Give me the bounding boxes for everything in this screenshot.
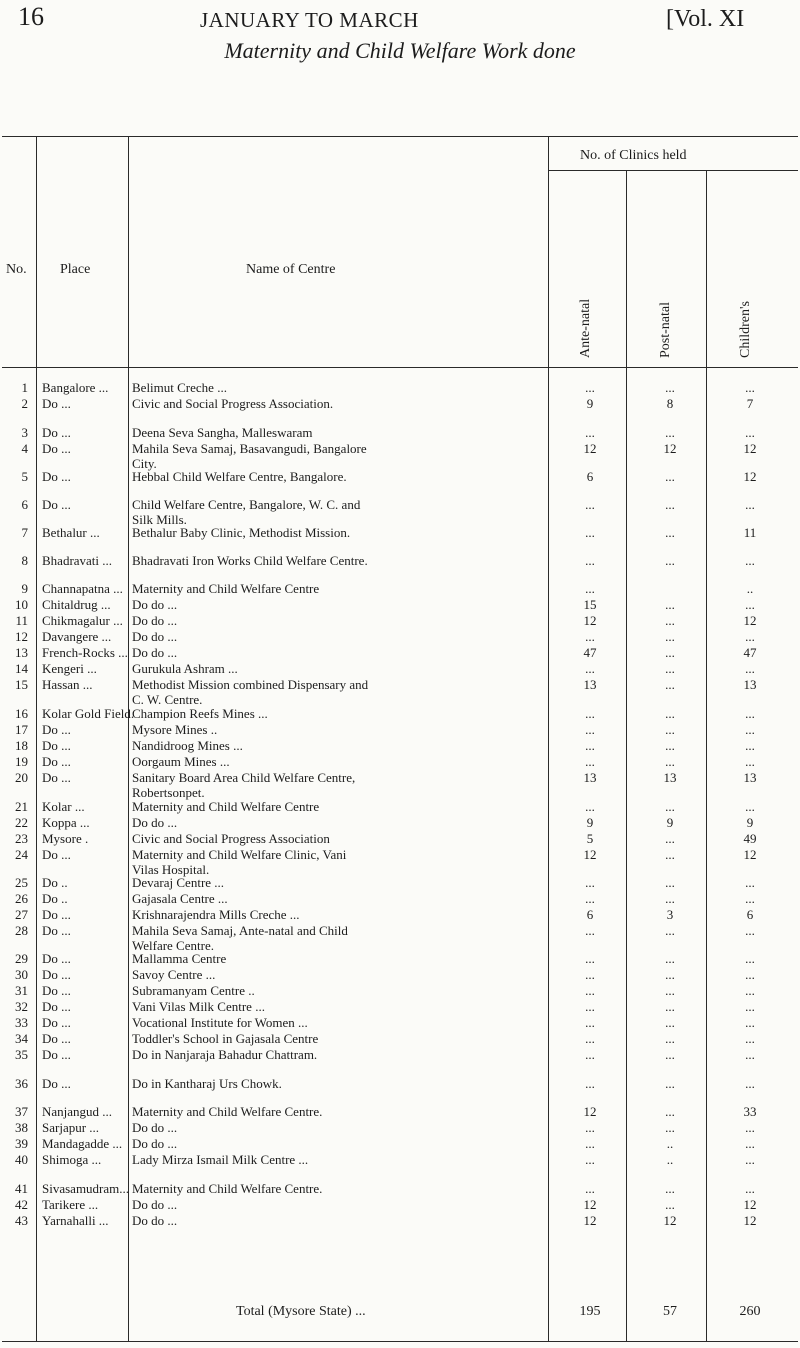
row-ante-natal: ... [585,738,595,753]
row-post-natal: 12 [663,441,677,456]
row-post-natal: .. [666,1136,674,1151]
row-post-natal: ... [665,1047,675,1062]
row-post-natal: ... [665,661,675,676]
header-no: No. [6,262,27,277]
row-centre-name: Do do ... [132,629,178,644]
row-ante-natal: ... [585,722,595,737]
row-number: 17 [15,722,28,737]
row-childrens: 47 [743,645,757,660]
row-childrens: 7 [746,396,754,411]
volume-label: [Vol. XI [666,6,745,32]
row-number: 15 [15,677,28,692]
row-childrens: ... [745,999,755,1014]
row-number: 32 [15,999,28,1014]
row-childrens: 13 [743,770,757,785]
row-centre-name: Vani Vilas Milk Centre ... [132,999,265,1014]
row-number: 18 [15,738,28,753]
row-post-natal: ... [665,1076,675,1091]
row-place: Sarjapur ... [42,1120,100,1135]
row-post-natal: ... [665,847,675,862]
row-childrens: ... [745,891,755,906]
row-centre-name: Nandidroog Mines ... [132,738,243,753]
row-number: 43 [15,1213,28,1228]
row-number: 8 [21,553,28,568]
row-centre-name: Do do ... [132,645,178,660]
row-centre-name: Mahila Seva Samaj, Basavangudi, Bangalore City. [132,441,367,471]
row-centre-name: Subramanyam Centre .. [132,983,255,998]
row-childrens: ... [745,1136,755,1151]
row-place: Yarnahalli ... [42,1213,109,1228]
header-ante-natal: Ante-natal [578,298,593,358]
row-centre-name: Civic and Social Progress Association [132,831,330,846]
row-childrens: ... [745,1120,755,1135]
row-post-natal: ... [665,983,675,998]
row-ante-natal: ... [585,754,595,769]
row-centre-name: Do in Nanjaraja Bahadur Chattram. [132,1047,318,1062]
row-ante-natal: 9 [586,815,594,830]
row-ante-natal: ... [585,1152,595,1167]
row-number: 40 [15,1152,28,1167]
row-post-natal: 12 [663,1213,677,1228]
row-ante-natal: ... [585,999,595,1014]
row-centre-name: Mallamma Centre [132,951,227,966]
row-centre-name: Savoy Centre ... [132,967,216,982]
total-childrens: 260 [739,1304,761,1319]
row-childrens: 12 [743,441,757,456]
row-ante-natal: 5 [586,831,594,846]
row-centre-name: Deena Seva Sangha, Malleswaram [132,425,313,440]
row-childrens: ... [745,1031,755,1046]
row-number: 1 [21,380,28,395]
row-number: 41 [15,1181,28,1196]
row-number: 26 [15,891,28,906]
row-ante-natal: ... [585,380,595,395]
row-centre-name: Maternity and Child Welfare Centre [132,799,320,814]
row-number: 10 [15,597,28,612]
row-number: 30 [15,967,28,982]
row-ante-natal: 6 [586,907,594,922]
row-ante-natal: 47 [583,645,597,660]
row-childrens: 33 [743,1104,757,1119]
row-number: 4 [21,441,28,456]
page-number: 16 [18,2,44,31]
row-ante-natal: ... [585,983,595,998]
row-ante-natal: 6 [586,469,594,484]
row-centre-name: Sanitary Board Area Child Welfare Centre, Robertsonpet. [132,770,356,800]
row-childrens: 12 [743,469,757,484]
row-post-natal: ... [665,967,675,982]
row-place: Sivasamudram... [42,1181,130,1196]
row-ante-natal: 12 [583,613,597,628]
row-post-natal: 13 [663,770,677,785]
row-ante-natal: ... [585,951,595,966]
row-place: Mysore . [42,831,89,846]
total-post-natal: 57 [663,1304,677,1319]
row-place: Do ... [42,425,71,440]
row-centre-name: Do do ... [132,597,178,612]
row-ante-natal: ... [585,923,595,938]
row-centre-name: Do do ... [132,815,178,830]
row-childrens: ... [745,553,755,568]
header-name-of-centre: Name of Centre [246,262,336,277]
row-ante-natal: ... [585,967,595,982]
row-childrens: ... [745,1181,755,1196]
row-place: Do ... [42,1047,71,1062]
row-childrens: ... [745,754,755,769]
row-place: Hassan ... [42,677,93,692]
total-ante-natal: 195 [579,1304,601,1319]
row-ante-natal: ... [585,1015,595,1030]
row-childrens: 49 [743,831,757,846]
row-place: Bangalore ... [42,380,109,395]
row-post-natal: ... [665,722,675,737]
row-childrens: ... [745,497,755,512]
row-childrens: ... [745,1047,755,1062]
row-post-natal: ... [665,1104,675,1119]
row-number: 34 [15,1031,28,1046]
row-place: Do .. [42,875,68,890]
row-childrens: ... [745,597,755,612]
row-number: 36 [15,1076,28,1091]
row-centre-name: Gurukula Ashram ... [132,661,238,676]
row-ante-natal: ... [585,425,595,440]
row-place: Bethalur ... [42,525,100,540]
row-ante-natal: ... [585,553,595,568]
row-post-natal: ... [665,1197,675,1212]
row-centre-name: Toddler's School in Gajasala Centre [132,1031,319,1046]
row-centre-name: Maternity and Child Welfare Centre [132,581,320,596]
row-post-natal: ... [665,597,675,612]
row-centre-name: Belimut Creche ... [132,380,227,395]
row-ante-natal: 13 [583,770,597,785]
row-number: 7 [21,525,28,540]
row-childrens: ... [745,799,755,814]
row-childrens: .. [746,581,754,596]
row-post-natal: ... [665,754,675,769]
row-ante-natal: 12 [583,1213,597,1228]
row-childrens: 13 [743,677,757,692]
row-post-natal: ... [665,1120,675,1135]
row-childrens: ... [745,1076,755,1091]
row-ante-natal: 12 [583,1104,597,1119]
row-centre-name: Champion Reefs Mines ... [132,706,268,721]
row-centre-name: Oorgaum Mines ... [132,754,230,769]
row-post-natal: ... [665,425,675,440]
row-post-natal: ... [665,469,675,484]
row-place: Tarikere ... [42,1197,99,1212]
header-place: Place [60,262,91,277]
row-place: Do ... [42,847,71,862]
row-childrens: ... [745,967,755,982]
row-centre-name: Mahila Seva Samaj, Ante-natal and Child Welfare Centre. [132,923,348,953]
row-ante-natal: ... [585,1076,595,1091]
row-place: Kolar ... [42,799,85,814]
row-place: Do ... [42,469,71,484]
row-ante-natal: ... [585,891,595,906]
row-number: 21 [15,799,28,814]
row-childrens: 12 [743,613,757,628]
row-post-natal: ... [665,999,675,1014]
row-place: Nanjangud ... [42,1104,113,1119]
row-childrens: 12 [743,1213,757,1228]
row-number: 31 [15,983,28,998]
row-number: 5 [21,469,28,484]
row-number: 19 [15,754,28,769]
row-centre-name: Krishnarajendra Mills Creche ... [132,907,300,922]
row-post-natal: ... [665,875,675,890]
row-centre-name: Hebbal Child Welfare Centre, Bangalore. [132,469,347,484]
row-number: 35 [15,1047,28,1062]
row-place: Do ... [42,396,71,411]
row-place: Kolar Gold Field. [42,706,135,721]
row-centre-name: Do do ... [132,1197,178,1212]
row-centre-name: Lady Mirza Ismail Milk Centre ... [132,1152,309,1167]
row-number: 22 [15,815,28,830]
row-centre-name: Devaraj Centre ... [132,875,225,890]
row-childrens: ... [745,875,755,890]
row-post-natal: ... [665,831,675,846]
row-centre-name: Do do ... [132,613,178,628]
row-place: Do ... [42,1015,71,1030]
row-childrens: 9 [746,815,754,830]
row-post-natal: ... [665,497,675,512]
row-ante-natal: 13 [583,677,597,692]
row-number: 11 [15,613,28,628]
row-place: Mandagadde ... [42,1136,123,1151]
row-place: Do ... [42,923,71,938]
row-ante-natal: ... [585,629,595,644]
row-childrens: 11 [743,525,757,540]
row-centre-name: Mysore Mines .. [132,722,218,737]
row-place: Chikmagalur ... [42,613,123,628]
row-post-natal: 3 [666,907,674,922]
row-childrens: ... [745,722,755,737]
row-centre-name: Bhadravati Iron Works Child Welfare Centre. [132,553,368,568]
row-post-natal: ... [665,951,675,966]
row-place: Do ... [42,967,71,982]
row-post-natal: ... [665,677,675,692]
row-post-natal: .. [666,1152,674,1167]
row-place: Channapatna ... [42,581,123,596]
row-number: 24 [15,847,28,862]
row-post-natal: ... [665,1015,675,1030]
row-number: 9 [21,581,28,596]
row-childrens: ... [745,951,755,966]
row-number: 38 [15,1120,28,1135]
row-centre-name: Do in Kantharaj Urs Chowk. [132,1076,282,1091]
row-ante-natal: ... [585,1047,595,1062]
row-number: 16 [15,706,28,721]
row-post-natal: 8 [666,396,674,411]
row-place: Do ... [42,983,71,998]
row-post-natal: ... [665,629,675,644]
row-number: 33 [15,1015,28,1030]
row-childrens: ... [745,706,755,721]
row-place: Do ... [42,738,71,753]
row-childrens: ... [745,738,755,753]
row-number: 29 [15,951,28,966]
row-place: Davangere ... [42,629,112,644]
row-post-natal: ... [665,1181,675,1196]
month-range: JANUARY TO MARCH [200,8,419,32]
row-number: 14 [15,661,28,676]
row-ante-natal: ... [585,799,595,814]
header-childrens: Children's [738,301,753,358]
header-post-natal: Post-natal [658,302,673,358]
row-ante-natal: 9 [586,396,594,411]
row-place: Do ... [42,951,71,966]
row-place: Chitaldrug ... [42,597,111,612]
row-place: Do ... [42,1031,71,1046]
row-ante-natal: 12 [583,1197,597,1212]
row-childrens: ... [745,1152,755,1167]
row-centre-name: Maternity and Child Welfare Clinic, Vani Vilas Hospital. [132,847,347,877]
row-post-natal: ... [665,1031,675,1046]
row-centre-name: Do do ... [132,1136,178,1151]
row-ante-natal: ... [585,581,595,596]
row-childrens: ... [745,661,755,676]
row-place: Do ... [42,907,71,922]
row-centre-name: Vocational Institute for Women ... [132,1015,308,1030]
row-centre-name: Do do ... [132,1120,178,1135]
row-centre-name: Civic and Social Progress Association. [132,396,334,411]
header-clinics-held: No. of Clinics held [580,148,687,163]
row-place: Koppa ... [42,815,90,830]
row-place: Do ... [42,770,71,785]
row-place: Kengeri ... [42,661,97,676]
row-post-natal: ... [665,525,675,540]
row-number: 37 [15,1104,28,1119]
row-post-natal: ... [665,645,675,660]
row-centre-name: Gajasala Centre ... [132,891,228,906]
row-number: 2 [21,396,28,411]
row-place: Do .. [42,891,68,906]
row-ante-natal: ... [585,497,595,512]
row-number: 27 [15,907,28,922]
row-number: 28 [15,923,28,938]
row-place: Bhadravati ... [42,553,113,568]
row-number: 20 [15,770,28,785]
row-ante-natal: 12 [583,847,597,862]
row-ante-natal: ... [585,1136,595,1151]
row-centre-name: Maternity and Child Welfare Centre. [132,1181,323,1196]
row-number: 3 [21,425,28,440]
row-ante-natal: ... [585,706,595,721]
row-centre-name: Child Welfare Centre, Bangalore, W. C. and Silk Mills. [132,497,361,527]
row-childrens: ... [745,923,755,938]
row-number: 39 [15,1136,28,1151]
row-place: Do ... [42,441,71,456]
row-number: 6 [21,497,28,512]
row-number: 25 [15,875,28,890]
row-post-natal: ... [665,799,675,814]
total-label: Total (Mysore State) ... [236,1304,366,1319]
row-childrens: ... [745,425,755,440]
row-childrens: 12 [743,1197,757,1212]
row-childrens: ... [745,629,755,644]
row-place: Do ... [42,722,71,737]
row-number: 12 [15,629,28,644]
row-childrens: 6 [746,907,754,922]
row-post-natal: 9 [666,815,674,830]
row-centre-name: Maternity and Child Welfare Centre. [132,1104,323,1119]
row-place: Do ... [42,497,71,512]
row-place: French-Rocks ... [42,645,128,660]
row-post-natal: ... [665,553,675,568]
row-number: 13 [15,645,28,660]
row-centre-name: Bethalur Baby Clinic, Methodist Mission. [132,525,351,540]
row-place: Do ... [42,1076,71,1091]
row-centre-name: Methodist Mission combined Dispensary and C. W. Centre. [132,677,369,707]
row-centre-name: Do do ... [132,1213,178,1228]
row-post-natal: ... [665,706,675,721]
row-childrens: ... [745,1015,755,1030]
row-childrens: ... [745,983,755,998]
row-ante-natal: 12 [583,441,597,456]
row-ante-natal: ... [585,525,595,540]
row-post-natal: ... [665,380,675,395]
row-place: Do ... [42,754,71,769]
row-ante-natal: ... [585,1181,595,1196]
row-number: 23 [15,831,28,846]
row-ante-natal: ... [585,875,595,890]
row-childrens: ... [745,380,755,395]
row-number: 42 [15,1197,28,1212]
row-ante-natal: ... [585,1031,595,1046]
row-ante-natal: ... [585,661,595,676]
row-post-natal: ... [665,613,675,628]
row-post-natal: ... [665,738,675,753]
row-ante-natal: 15 [583,597,597,612]
row-post-natal: ... [665,923,675,938]
row-childrens: 12 [743,847,757,862]
row-place: Shimoga ... [42,1152,102,1167]
row-ante-natal: ... [585,1120,595,1135]
row-place: Do ... [42,999,71,1014]
row-post-natal: ... [665,891,675,906]
document-title: Maternity and Child Welfare Work done [224,38,576,63]
